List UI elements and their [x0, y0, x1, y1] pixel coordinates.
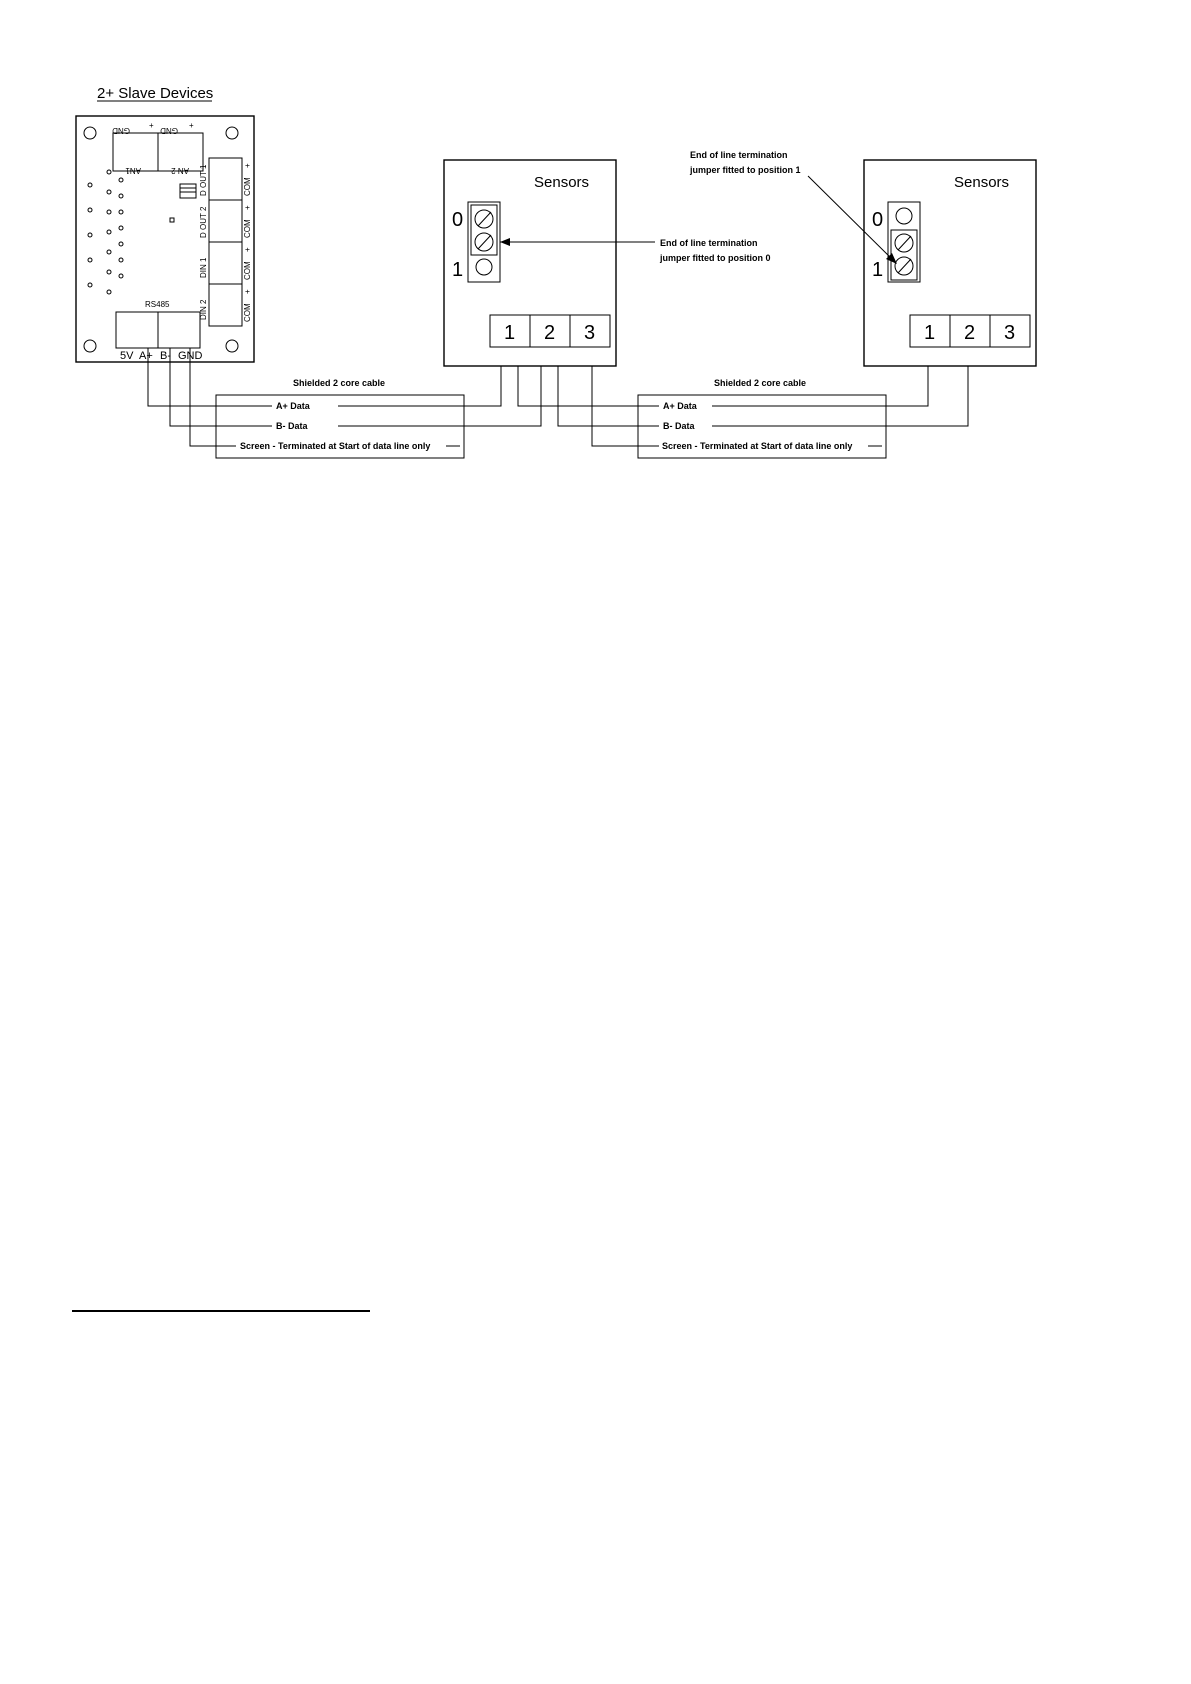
din2-plus: + [243, 289, 252, 294]
mounting-hole [226, 127, 238, 139]
connector-an1 [113, 133, 158, 171]
cable-title: Shielded 2 core cable [714, 378, 807, 388]
board-outline [76, 116, 254, 362]
jumper-cap [471, 205, 497, 255]
jumper-label-0: 0 [872, 209, 884, 231]
pin-5v-label: 5V [120, 350, 134, 362]
sensor-box-2 [864, 160, 1036, 366]
wire-b-minus-label: B- Data [663, 421, 695, 431]
terminal-2-label: 2 [964, 322, 976, 344]
terminal-3-label: 3 [584, 322, 596, 344]
mounting-hole [84, 340, 96, 352]
dout2-com: COM [243, 219, 252, 238]
wire-screen-label: Screen - Terminated at Start of data line only [662, 441, 853, 451]
jumper-label-0: 0 [452, 209, 464, 231]
rs485-label: RS485 [145, 300, 170, 309]
terminal-1-label: 1 [924, 322, 936, 344]
note-1-line2: jumper fitted to position 0 [660, 253, 771, 263]
wire-b-minus-label: B- Data [276, 421, 308, 431]
jumper-label-1: 1 [872, 259, 884, 281]
wire-screen-label: Screen - Terminated at Start of data line only [240, 441, 431, 451]
rs485-connector-right [158, 312, 200, 348]
dout1-plus: + [243, 163, 252, 168]
din1-plus: + [243, 247, 252, 252]
an1-plus-label: + [149, 121, 154, 130]
sensor-box-title: Sensors [534, 174, 590, 191]
connector-din1 [209, 242, 242, 284]
din1-label: DIN 1 [199, 257, 208, 278]
connector-an2 [158, 133, 203, 171]
an1-label: AN1 [125, 166, 141, 175]
wire-a-plus-label: A+ Data [663, 401, 697, 411]
mounting-hole [84, 127, 96, 139]
jumper-cap [891, 230, 917, 280]
connector-dout2 [209, 200, 242, 242]
sensor-box-1 [444, 160, 616, 366]
connector-din2 [209, 284, 242, 326]
dout2-label: D OUT 2 [199, 206, 208, 238]
note-2-line2: jumper fitted to position 1 [690, 165, 801, 175]
mounting-hole [226, 340, 238, 352]
cable-2 [518, 366, 968, 458]
note-2-line1: End of line termination [690, 150, 788, 160]
board-dots [88, 170, 123, 294]
din1-com: COM [243, 261, 252, 280]
terminal-2-label: 2 [544, 322, 556, 344]
connector-dout1 [209, 158, 242, 200]
terminal-1-label: 1 [504, 322, 516, 344]
sensor-box-title: Sensors [954, 174, 1010, 191]
cable-title: Shielded 2 core cable [293, 378, 386, 388]
an2-gnd-label: GND [160, 126, 178, 135]
an2-plus-label: + [189, 121, 194, 130]
pin-gnd-label: GND [178, 350, 203, 362]
din2-label: DIN 2 [199, 299, 208, 320]
dout1-com: COM [243, 177, 252, 196]
rs485-connector-left [116, 312, 158, 348]
jumper-header [888, 202, 920, 282]
pin-a-plus-label: A+ [139, 350, 153, 362]
an2-label: AN 2 [171, 166, 189, 175]
jumper-label-1: 1 [452, 259, 464, 281]
an1-gnd-label: GND [112, 126, 130, 135]
wire-b-minus [558, 366, 659, 426]
wire-screen [190, 348, 236, 446]
dout2-plus: + [243, 205, 252, 210]
din2-com: COM [243, 303, 252, 322]
dout1-label: D OUT 1 [199, 164, 208, 196]
cable-1 [148, 348, 541, 458]
footnote-separator [72, 1310, 370, 1312]
smd-component [170, 218, 174, 222]
pin-b-minus-label: B- [160, 350, 171, 362]
wire-a-plus-label: A+ Data [276, 401, 310, 411]
note-1-line1: End of line termination [660, 238, 758, 248]
terminal-3-label: 3 [1004, 322, 1016, 344]
diagram-title: 2+ Slave Devices [97, 85, 214, 102]
chip-component [180, 184, 196, 198]
slave-board [76, 116, 254, 362]
